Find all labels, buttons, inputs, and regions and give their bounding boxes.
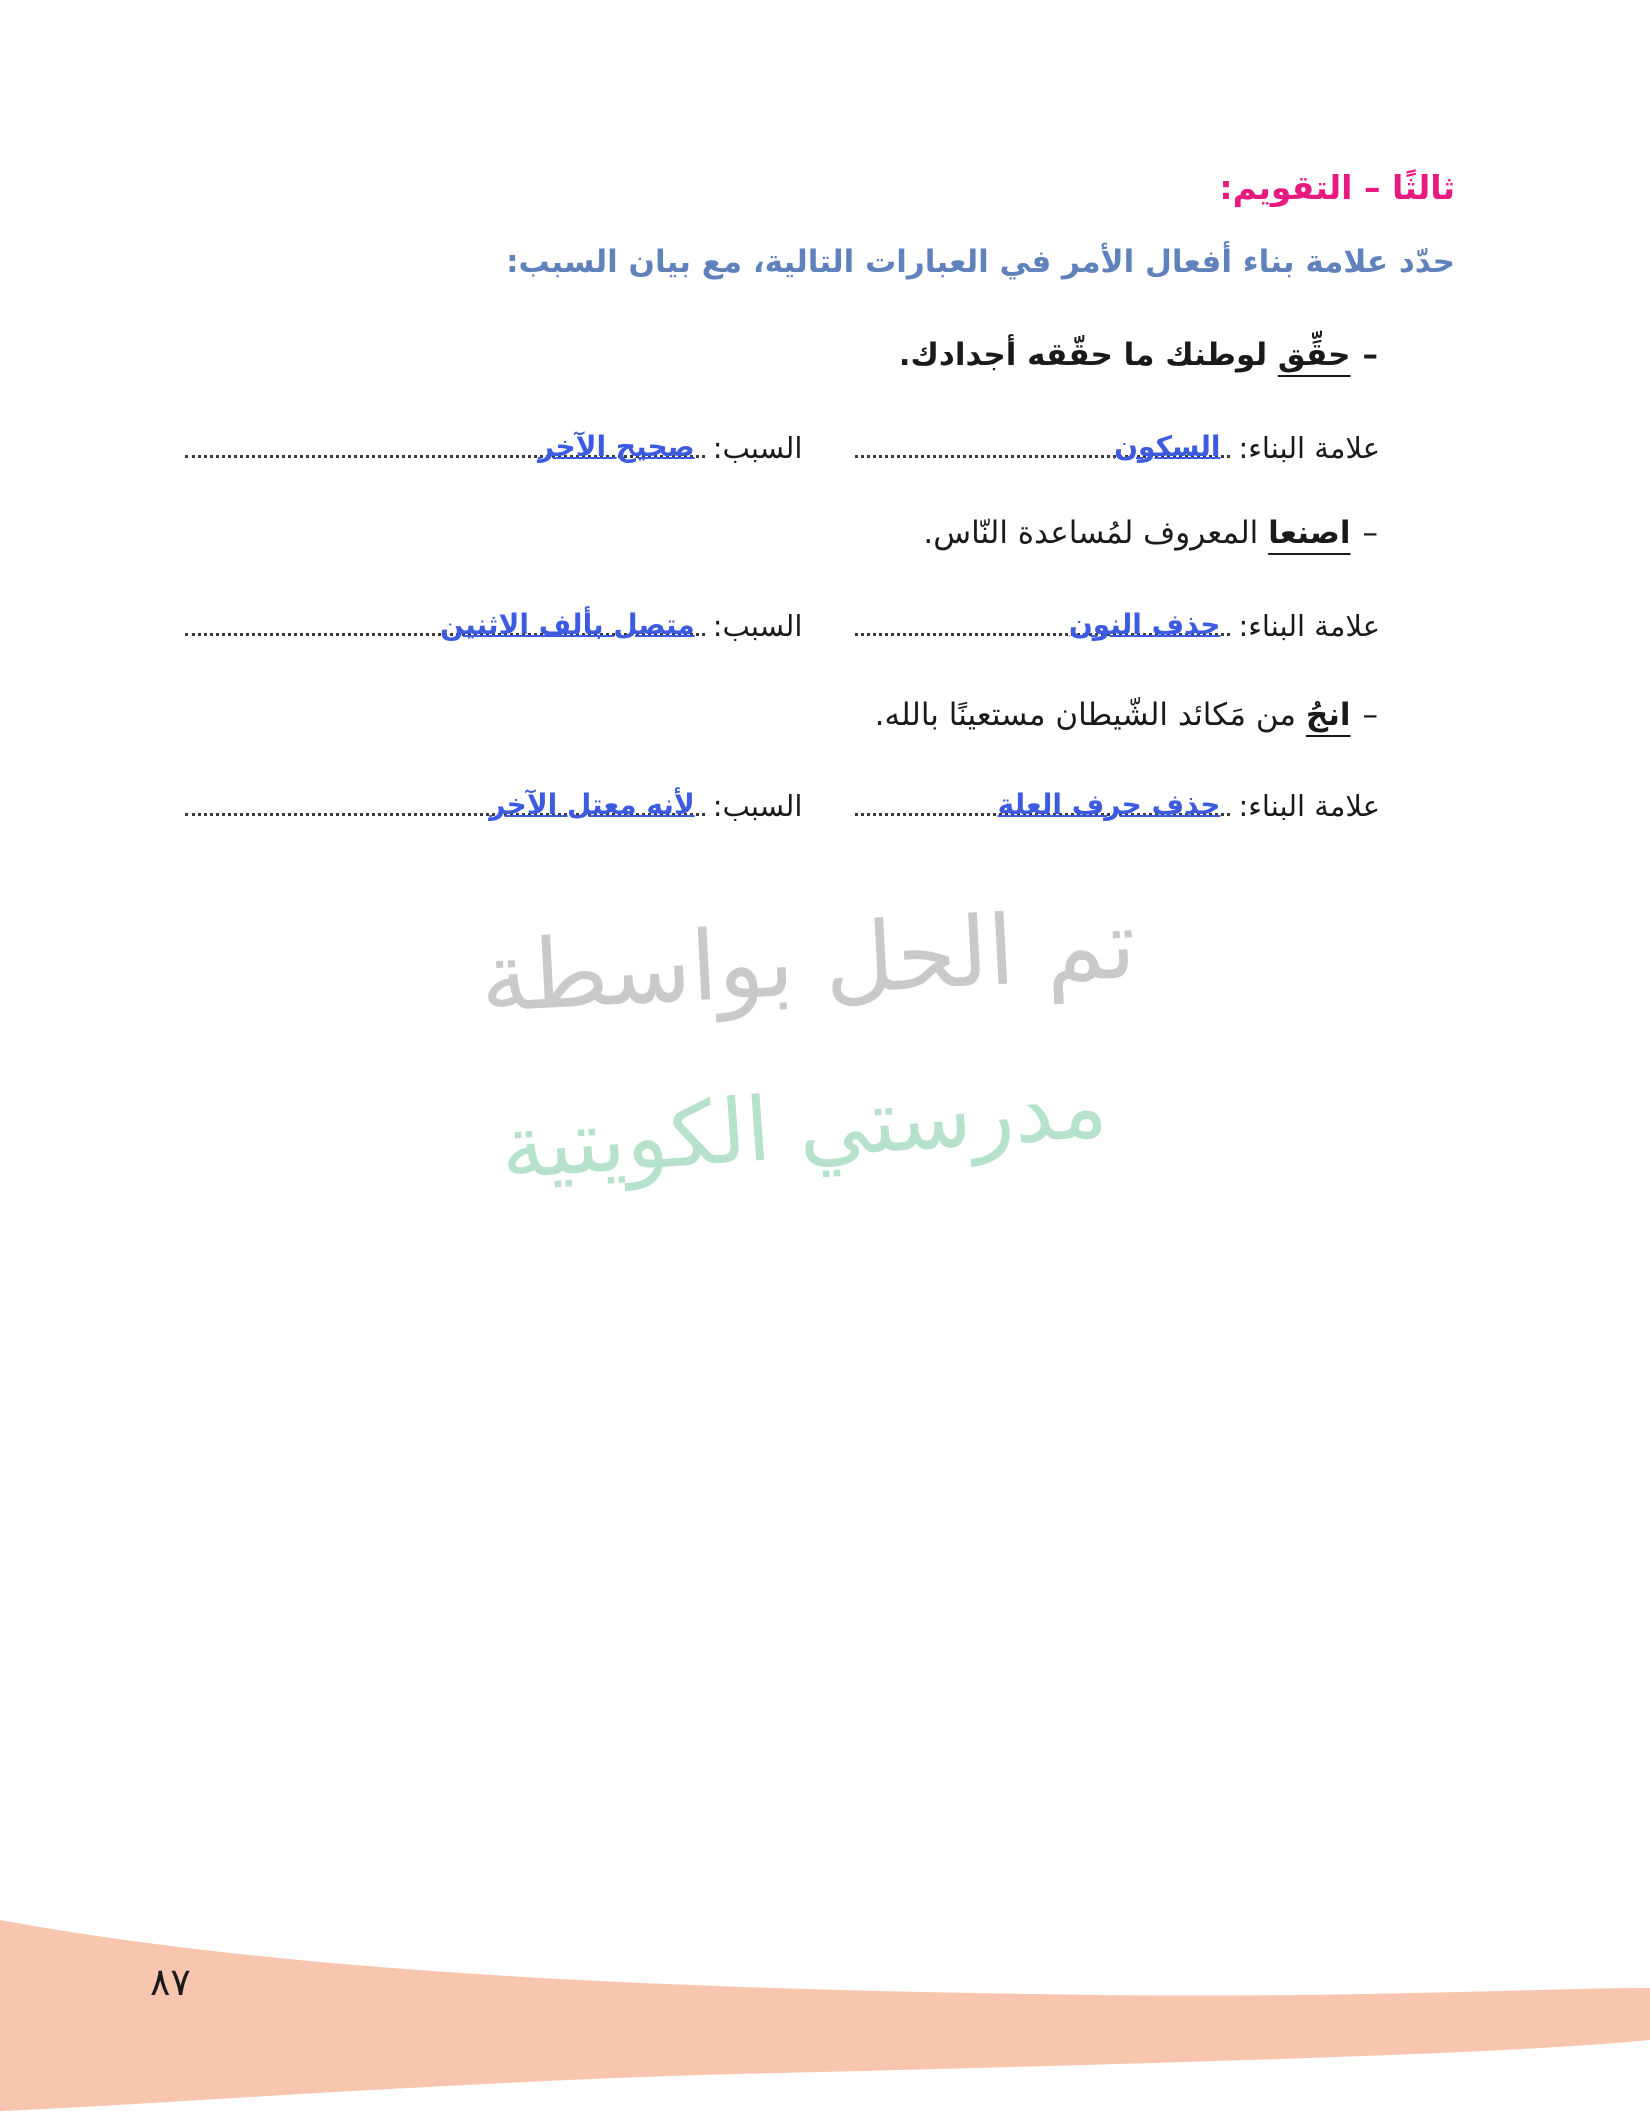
page-number: ٨٧ xyxy=(150,1960,191,2004)
footer-decorative-band xyxy=(0,1880,1650,2111)
bullet-dash: – xyxy=(1362,337,1378,373)
reason-answer-field[interactable] xyxy=(185,783,705,821)
answer-row-2 xyxy=(185,603,1380,653)
footer-band-shape xyxy=(0,1920,1650,2111)
watermark-line-2: مدرستي الكويتية xyxy=(497,1053,1111,1200)
reason-answer: صحيح الآخر xyxy=(538,430,695,463)
section-title: ثالثًا – التقويم: xyxy=(1219,168,1455,207)
imperative-verb: انجُ xyxy=(1305,697,1351,733)
reason-answer: متصل بألف الاثنين xyxy=(439,608,695,641)
mark-answer-field[interactable] xyxy=(855,783,1230,821)
answer-row-1 xyxy=(185,425,1380,475)
sentence-rest: لوطنك ما حقّقه أجدادك. xyxy=(898,337,1268,373)
exercise-sentence-1 xyxy=(899,337,1378,373)
mark-answer-field[interactable] xyxy=(855,603,1230,641)
bullet-dash: – xyxy=(1362,515,1378,551)
sentence-rest: المعروف لمُساعدة النّاس. xyxy=(923,515,1259,551)
instruction-text: حدّد علامة بناء أفعال الأمر في العبارات التالية، مع بيان السبب: xyxy=(506,244,1455,280)
reason-answer-field[interactable] xyxy=(185,603,705,641)
reason-answer: لأنه معتل الآخر xyxy=(489,788,695,821)
reason-label: السبب: xyxy=(712,609,803,643)
mark-answer: حذف النون xyxy=(1068,608,1221,641)
reason-answer-field[interactable] xyxy=(185,425,705,463)
reason-label: السبب: xyxy=(712,431,803,465)
mark-label: علامة البناء: xyxy=(1238,431,1380,465)
bullet-dash: – xyxy=(1362,697,1378,733)
mark-answer-field[interactable] xyxy=(855,425,1230,463)
reason-label: السبب: xyxy=(712,789,803,823)
exercise-sentence-3 xyxy=(875,697,1378,733)
mark-answer: السكون xyxy=(1114,430,1221,463)
watermark-line-1: تم الحل بواسطة xyxy=(477,887,1139,1035)
imperative-verb: اصنعا xyxy=(1268,515,1351,551)
sentence-rest: من مَكائد الشّيطان مستعينًا بالله. xyxy=(874,697,1297,733)
answer-row-3 xyxy=(185,783,1380,833)
mark-label: علامة البناء: xyxy=(1238,609,1380,643)
imperative-verb: حقِّق xyxy=(1277,337,1351,373)
exercise-sentence-2 xyxy=(923,515,1378,551)
mark-label: علامة البناء: xyxy=(1238,789,1380,823)
mark-answer: حذف حرف العلة xyxy=(997,788,1221,821)
